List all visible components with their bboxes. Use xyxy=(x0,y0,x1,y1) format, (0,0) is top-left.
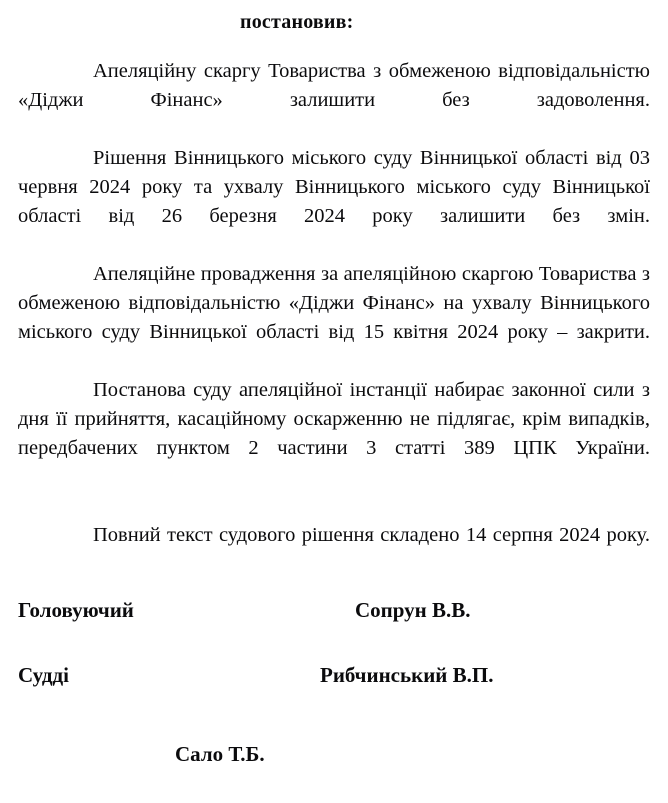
signature-row-presiding xyxy=(0,596,668,661)
signature-name-judge-third: Сало Т.Б. xyxy=(175,742,265,766)
paragraph-proceedings-closed: Апеляційне провадження за апеляційною скаргою Товариства з обмеженою відповідальністю «Діджи Фінанс» на ухвалу Вінницького міського суду Вінницької області від 15 квітня 2024 року – закрити. xyxy=(18,263,650,343)
signature-row-judge-third xyxy=(0,740,668,784)
signature-role-presiding: Головуючий xyxy=(18,598,134,622)
signature-name-presiding: Сопрун В.В. xyxy=(355,598,471,622)
signature-name-judge-second: Рибчинський В.П. xyxy=(320,663,494,687)
paragraph-appeal-dismissed: Апеляційну скаргу Товариства з обмеженою відповідальністю «Діджи Фінанс» залишити без задоволення. xyxy=(18,60,650,111)
paragraph-full-text-date: Повний текст судового рішення складено 14 серпня 2024 року. xyxy=(93,524,650,546)
document-body xyxy=(18,57,650,579)
paragraph-decisions-unchanged: Рішення Вінницького міського суду Вінницької області від 03 червня 2024 року та ухвалу Вінницького міського суду Вінницької області від 26 березня 2024 року залишити без змін. xyxy=(18,147,650,227)
paragraph-legal-force: Постанова суду апеляційної інстанції набирає законної сили з дня її прийняття, касаційному оскарженню не підлягає, крім випадків, передбачених пунктом 2 частини 3 статті 389 ЦПК України. xyxy=(18,379,650,459)
signature-role-judges: Судді xyxy=(18,663,69,687)
page-title: постановив: xyxy=(240,11,354,33)
signature-row-judges xyxy=(0,661,668,726)
signature-block xyxy=(0,596,668,784)
